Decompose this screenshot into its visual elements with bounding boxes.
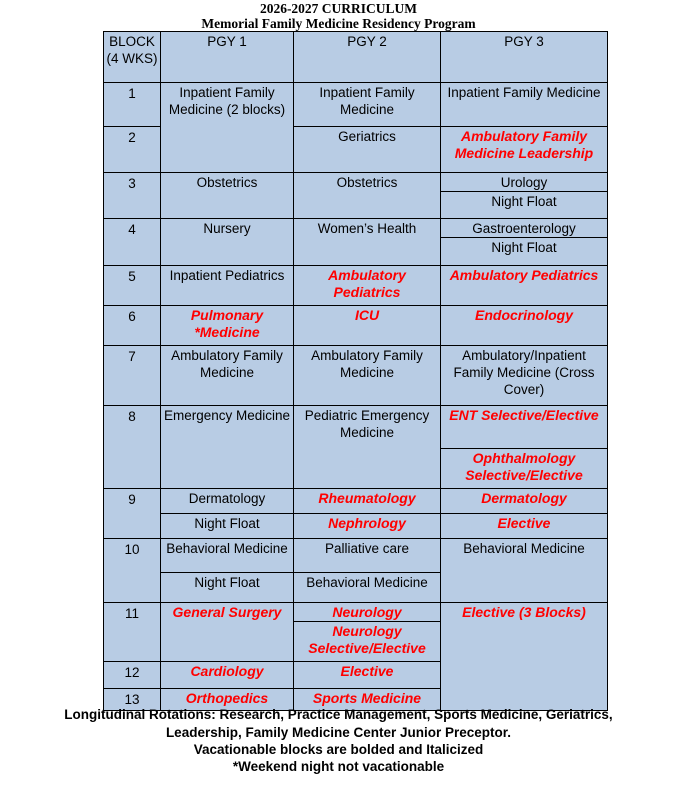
table-row [104,219,608,238]
pgy2-block2: Geriatrics [294,127,441,173]
pgy3-block8b: Ophthalmology Selective/Elective [441,449,608,489]
pgy2-block9b: Nephrology [294,514,441,539]
pgy2-block7: Ambulatory Family Medicine [294,346,441,406]
pgy3-block4b: Night Float [441,238,608,266]
pgy1-block5: Inpatient Pediatrics [161,266,294,306]
pgy2-block3: Obstetrics [294,173,441,219]
pgy3-block2: Ambulatory Family Medicine Leadership [441,127,608,173]
pgy2-block4: Women’s Health [294,219,441,266]
table-row [104,346,608,406]
pgy1-block1-2: Inpatient Family Medicine (2 blocks) [161,83,294,173]
pgy1-block12: Cardiology [161,662,294,689]
table-row [104,306,608,346]
pgy3-block7: Ambulatory/Inpatient Family Medicine (Cross Cover) [441,346,608,406]
pgy1-block9b: Night Float [161,514,294,539]
pgy2-block11b: Neurology Selective/Elective [294,622,441,662]
pgy3-block6: Endocrinology [441,306,608,346]
table-row [104,83,608,127]
block-number: 10 [104,539,161,603]
pgy3-block10: Behavioral Medicine [441,539,608,603]
block-number: 7 [104,346,161,406]
pgy3-block1: Inpatient Family Medicine [441,83,608,127]
pgy1-block8: Emergency Medicine [161,406,294,489]
pgy1-block13: Orthopedics [161,689,294,711]
pgy3-block3b: Night Float [441,192,608,219]
block-number: 13 [104,689,161,711]
pgy1-block4: Nursery [161,219,294,266]
pgy2-block13: Sports Medicine [294,689,441,711]
program-name-title: Memorial Family Medicine Residency Program [201,16,476,31]
pgy2-block9a: Rheumatology [294,489,441,514]
block-number: 8 [104,406,161,489]
header-row [104,32,608,83]
header-pgy1: PGY 1 [161,32,294,83]
block-number: 3 [104,173,161,219]
pgy2-block8: Pediatric Emergency Medicine [294,406,441,489]
pgy2-block1: Inpatient Family Medicine [294,83,441,127]
pgy3-block8a: ENT Selective/Elective [441,406,608,449]
table-row [104,539,608,573]
curriculum-year-title: 2026-2027 CURRICULUM [259,1,418,16]
table-row [104,173,608,192]
block-number: 1 [104,83,161,127]
table-row [104,603,608,622]
pgy1-block11: General Surgery [161,603,294,662]
pgy3-block9b: Elective [441,514,608,539]
block-number: 2 [104,127,161,173]
block-number: 6 [104,306,161,346]
pgy2-block10b: Behavioral Medicine [294,573,441,603]
block-number: 4 [104,219,161,266]
pgy1-block10b: Night Float [161,573,294,603]
pgy1-block10a: Behavioral Medicine [161,539,294,573]
pgy2-block5: Ambulatory Pediatrics [294,266,441,306]
pgy3-block3a: Urology [441,173,608,192]
header-pgy2: PGY 2 [294,32,441,83]
header-pgy3: PGY 3 [441,32,608,83]
pgy2-block10a: Palliative care [294,539,441,573]
pgy1-block3: Obstetrics [161,173,294,219]
footer-vacation-note: Vacationable blocks are bolded and Italicized [193,742,484,757]
block-number: 5 [104,266,161,306]
pgy1-block6: Pulmonary *Medicine [161,306,294,346]
header-block: BLOCK (4 WKS) [104,32,161,83]
block-number: 11 [104,603,161,662]
pgy3-block11-13: Elective (3 Blocks) [441,603,608,711]
footer-weekend-note: *Weekend night not vacationable [232,759,445,774]
pgy2-block12: Elective [294,662,441,689]
table-row [104,514,608,539]
footer-longitudinal-line1: Longitudinal Rotations: Research, Practice Management, Sports Medicine, Geriatrics, [64,707,613,722]
pgy1-block9a: Dermatology [161,489,294,514]
table-row [104,406,608,449]
pgy1-block7: Ambulatory Family Medicine [161,346,294,406]
pgy3-block4a: Gastroenterology [441,219,608,238]
pgy3-block5: Ambulatory Pediatrics [441,266,608,306]
table-row [104,489,608,514]
pgy2-block6: ICU [294,306,441,346]
footer-longitudinal-line2: Leadership, Family Medicine Center Junior Preceptor. [165,725,512,740]
pgy2-block11a: Neurology [294,603,441,622]
pgy3-block9a: Dermatology [441,489,608,514]
block-number: 12 [104,662,161,689]
block-number: 9 [104,489,161,539]
curriculum-table [103,31,608,711]
table-row [104,266,608,306]
